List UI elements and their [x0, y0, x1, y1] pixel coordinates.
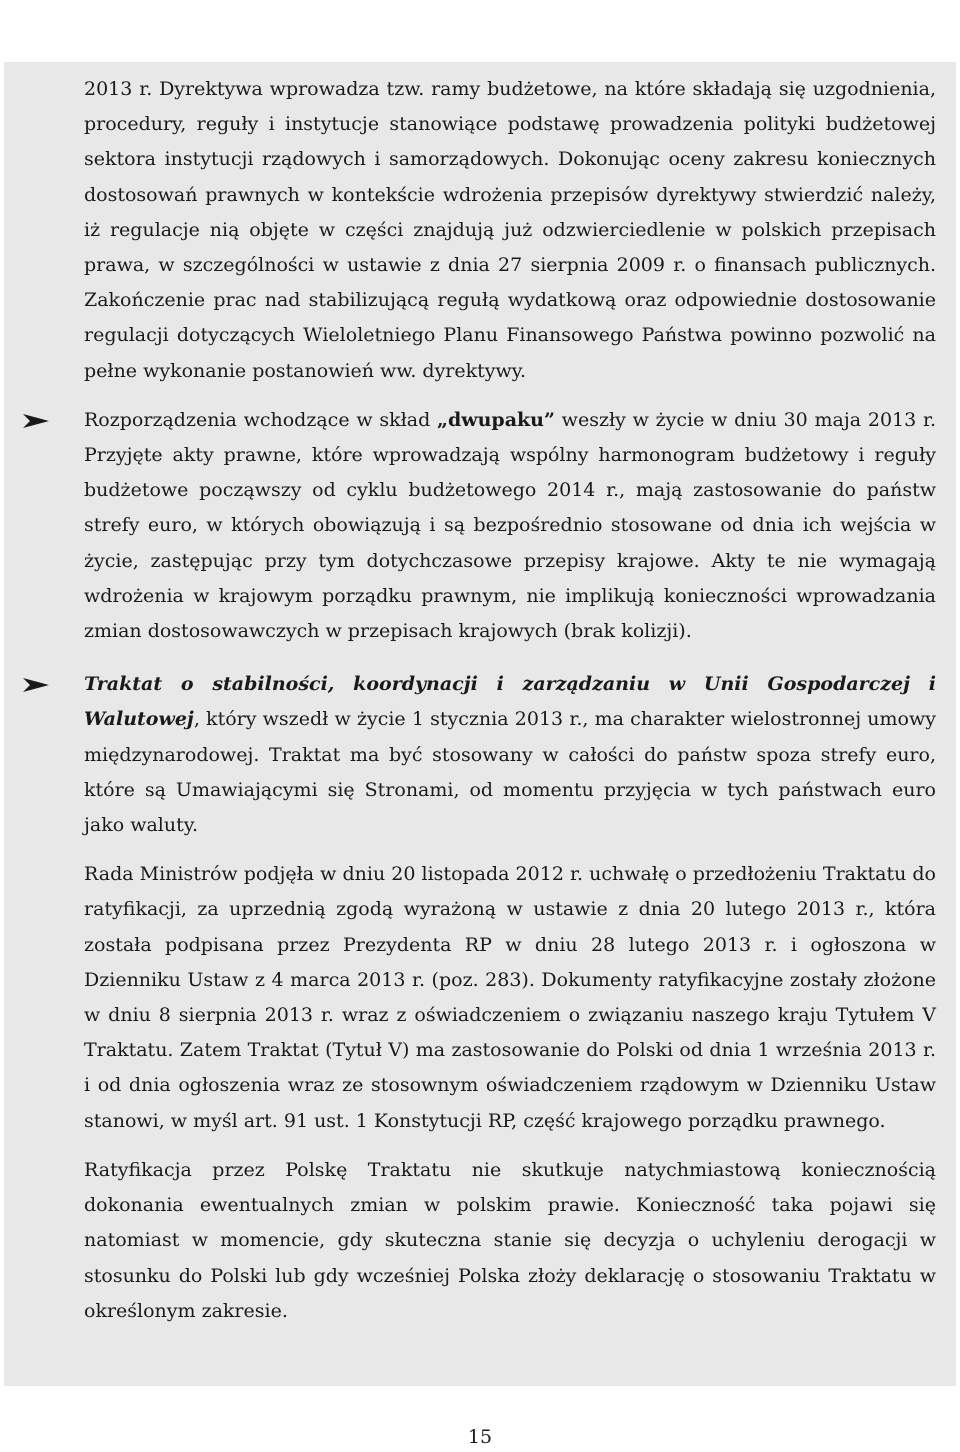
arrowhead-bullet-icon — [22, 677, 50, 693]
bullet-text-pre: Rozporządzenia wchodzące w skład — [84, 408, 438, 431]
arrowhead-bullet-icon — [22, 413, 50, 429]
content-box — [4, 62, 956, 1386]
treaty-title: Traktat o stabilności, koordynacji i zarządzaniu w Unii Gospodarczej i Walutowej — [84, 673, 936, 731]
page-number: 15 — [467, 1426, 493, 1448]
bullet-text-post: weszły w życie w dniu 30 maja 2013 r. Przyjęte akty prawne, które wprowadzają wspólny harmonogram budżetowy i reguły budżetowe począwszy od cyklu budżetowego 2014 r., mają zastosowanie do państw strefy euro, w których obowiązują i są bezpośrednio stosowane od dnia ich wejścia w życie, zastępując przy tym dotychczasowe przepisy krajowe. Akty te nie wymagają wdrożenia w krajowym porządku prawnym, nie implikują konieczności wprowadzania zmian dostosowawczych w przepisach krajowych (brak kolizji). — [84, 408, 937, 643]
paragraph-ratification-effects: Ratyfikacja przez Polskę Traktatu nie skutkuje natychmiastową koniecznością dokonania ewentualnych zmian w polskim prawie. Konieczność taka pojawi się natomiast w momencie, gdy skuteczna stanie się decyzja o uchyleniu derogacji w stosunku do Polski lub gdy wcześniej Polska złoży deklarację o stosowaniu Traktatu w określonym zakresie. — [84, 1158, 936, 1322]
bullet-text-treaty — [84, 667, 936, 843]
two-pack-term: „dwupaku” — [437, 408, 555, 431]
bullet-item-two-pack — [84, 403, 936, 649]
treaty-text-post: , który wszedł w życie 1 stycznia 2013 r., ma charakter wielostronnej umowy międzynarodowej. Traktat ma być stosowany w całości do państw spoza strefy euro, które są Umawiającymi się Stronami, od momentu przyjęcia w tych państwach euro jako waluty. — [84, 708, 936, 837]
bullet-text-two-pack — [84, 403, 936, 649]
bullet-item-treaty — [84, 667, 936, 843]
paragraph-directive: 2013 r. Dyrektywa wprowadza tzw. ramy budżetowe, na które składają się uzgodnienia, procedury, reguły i instytucje stanowiące podstawę prowadzenia polityki budżetowej sektora instytucji rządowych i samorządowych. Dokonując oceny zakresu koniecznych dostosowań prawnych w kontekście wdrożenia przepisów dyrektywy stwierdzić należy, iż regulacje nią objęte w części znajdują już odzwierciedlenie w polskich przepisach prawa, w szczególności w ustawie z dnia 27 sierpnia 2009 r. o finansach publicznych. Zakończenie prac nad stabilizującą regułą wydatkową oraz odpowiednie dostosowanie regulacji dotyczących Wieloletniego Planu Finansowego Państwa powinno pozwolić na pełne wykonanie postanowień ww. dyrektywy. — [84, 78, 936, 382]
paragraph-ratification-process: Rada Ministrów podjęła w dniu 20 listopada 2012 r. uchwałę o przedłożeniu Traktatu do ratyfikacji, za uprzednią zgodą wyrażoną w ustawie z dnia 20 lutego 2013 r., która została podpisana przez Prezydenta RP w dniu 28 lutego 2013 r. i ogłoszona w Dzienniku Ustaw z 4 marca 2013 r. (poz. 283). Dokumenty ratyfikacyjne zostały złożone w dniu 8 sierpnia 2013 r. wraz z oświadczeniem o związaniu naszego kraju Tytułem V Traktatu. Zatem Traktat (Tytuł V) ma zastosowanie do Polski od dnia 1 września 2013 r. i od dnia ogłoszenia wraz ze stosownym oświadczeniem rządowym w Dzienniku Ustaw stanowi, w myśl art. 91 ust. 1 Konstytucji RP, część krajowego porządku prawnego. — [84, 863, 936, 1132]
